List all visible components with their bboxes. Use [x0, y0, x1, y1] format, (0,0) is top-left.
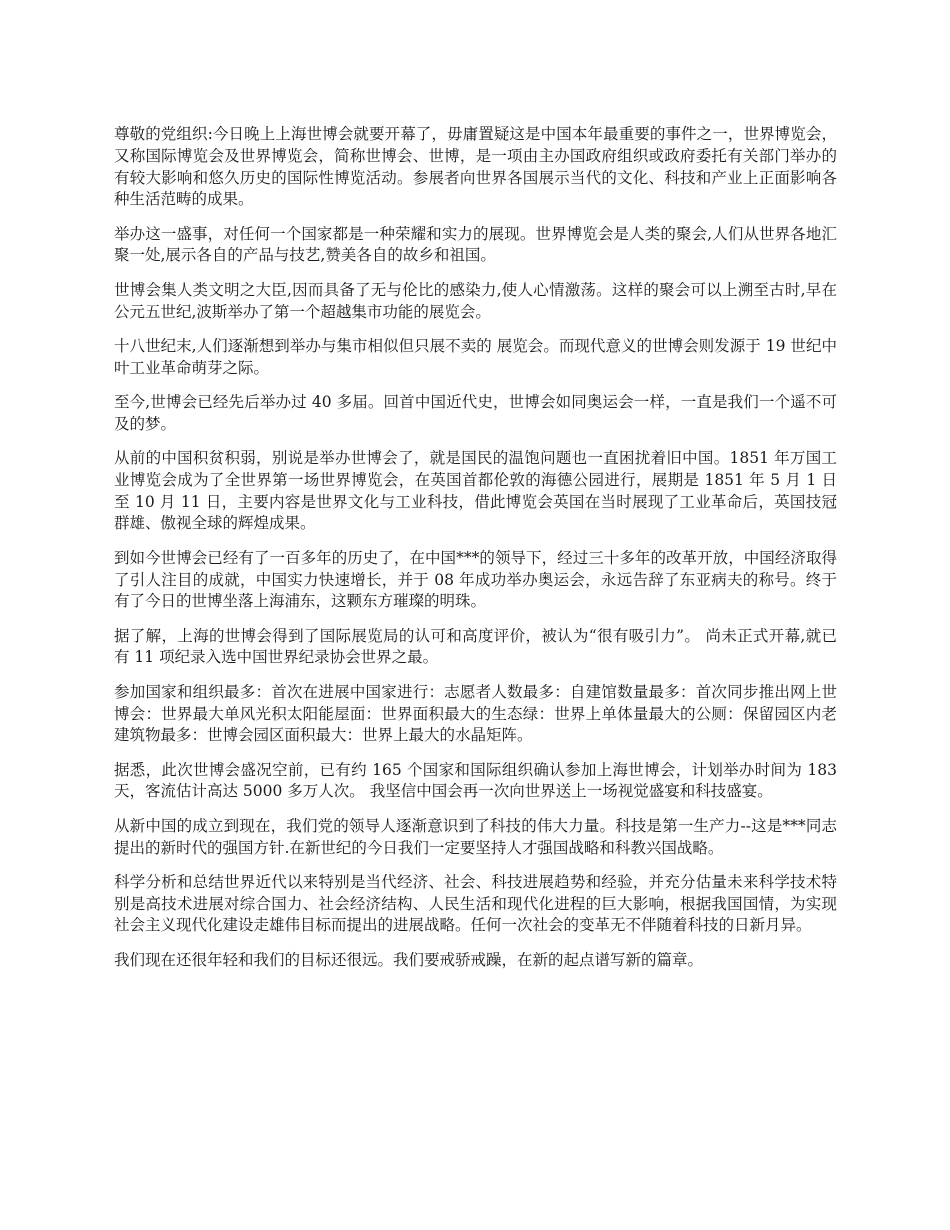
paragraph: 从新中国的成立到现在，我们党的领导人逐渐意识到了科技的伟大力量。科技是第一生产力--这是***同志提出的新时代的强国方针.在新世纪的今日我们一定要坚持人才强国战略和科教兴国战略。 [114, 816, 837, 857]
paragraph: 世博会集人类文明之大臣,因而具备了无与伦比的感染力,使人心情激荡。这样的聚会可以上溯至古时,早在公元五世纪,波斯举办了第一个超越集市功能的展览会。 [114, 280, 837, 321]
paragraph: 尊敬的党组织:今日晚上上海世博会就要开幕了，毋庸置疑这是中国本年最重要的事件之一，世界博览会，又称国际博览会及世界博览会，简称世博会、世博，是一项由主办国政府组织或政府委托有关部门举办的有较大影响和悠久历史的国际性博览活动。参展者向世界各国展示当代的文化、科技和产业上正面影响各种生活范畴的成果。 [114, 125, 837, 209]
paragraph: 参加国家和组织最多：首次在进展中国家进行：志愿者人数最多：自建馆数量最多：首次同步推出网上世博会：世界最大单风光积太阳能屋面：世界面积最大的生态绿：世界上单体量最大的公厕：保留园区内老建筑物最多：世博会园区面积最大：世界上最大的水晶矩阵。 [114, 682, 837, 745]
paragraph: 至今,世博会已经先后举办过 40 多届。回首中国近代史，世博会如同奥运会一样，一直是我们一个遥不可及的梦。 [114, 392, 837, 433]
paragraph: 我们现在还很年轻和我们的目标还很远。我们要戒骄戒躁，在新的起点谱写新的篇章。 [114, 950, 704, 969]
document-body [114, 124, 837, 984]
paragraph: 从前的中国积贫积弱，别说是举办世博会了，就是国民的温饱问题也一直困扰着旧中国。1851 年万国工业博览会成为了全世界第一场世界博览会，在英国首都伦敦的海德公园进行，展期是 1851 年 5 月 1 日至 10 月 11 日，主要内容是世界文化与工业科技，借此博览会英国在当时展现了工业革命后，英国技冠群雄、傲视全球的辉煌成果。 [114, 449, 837, 533]
paragraph: 据了解，上海的世博会得到了国际展览局的认可和高度评价，被认为“很有吸引力”。 尚未正式开幕,就已有 11 项纪录入选中国世界纪录协会世界之最。 [114, 626, 837, 667]
paragraph: 十八世纪末,人们逐渐想到举办与集市相似但只展不卖的 展览会。而现代意义的世博会则发源于 19 世纪中叶工业革命萌芽之际。 [114, 336, 837, 377]
paragraph: 科学分析和总结世界近代以来特别是当代经济、社会、科技进展趋势和经验，并充分估量未来科学技术特别是高技术进展对综合国力、社会经济结构、人民生活和现代化进程的巨大影响，根据我国国情，为实现社会主义现代化建设走雄伟目标而提出的进展战略。任何一次社会的变革无不伴随着科技的日新月异。 [114, 872, 837, 935]
paragraph: 据悉，此次世博会盛况空前，已有约 165 个国家和国际组织确认参加上海世博会，计划举办时间为 183 天，客流估计高达 5000 多万人次。 我坚信中国会再一次向世界送上一场视觉盛宴和科技盛宴。 [114, 760, 837, 801]
paragraph: 举办这一盛事，对任何一个国家都是一种荣耀和实力的展现。世界博览会是人类的聚会,人们从世界各地汇聚一处,展示各自的产品与技艺,赞美各自的故乡和祖国。 [114, 224, 837, 265]
paragraph: 到如今世博会已经有了一百多年的历史了，在中国***的领导下，经过三十多年的改革开放，中国经济取得了引人注目的成就，中国实力快速增长，并于 08 年成功举办奥运会，永远告辞了东亚病夫的称号。终于有了今日的世博坐落上海浦东，这颗东方璀璨的明珠。 [114, 548, 837, 611]
